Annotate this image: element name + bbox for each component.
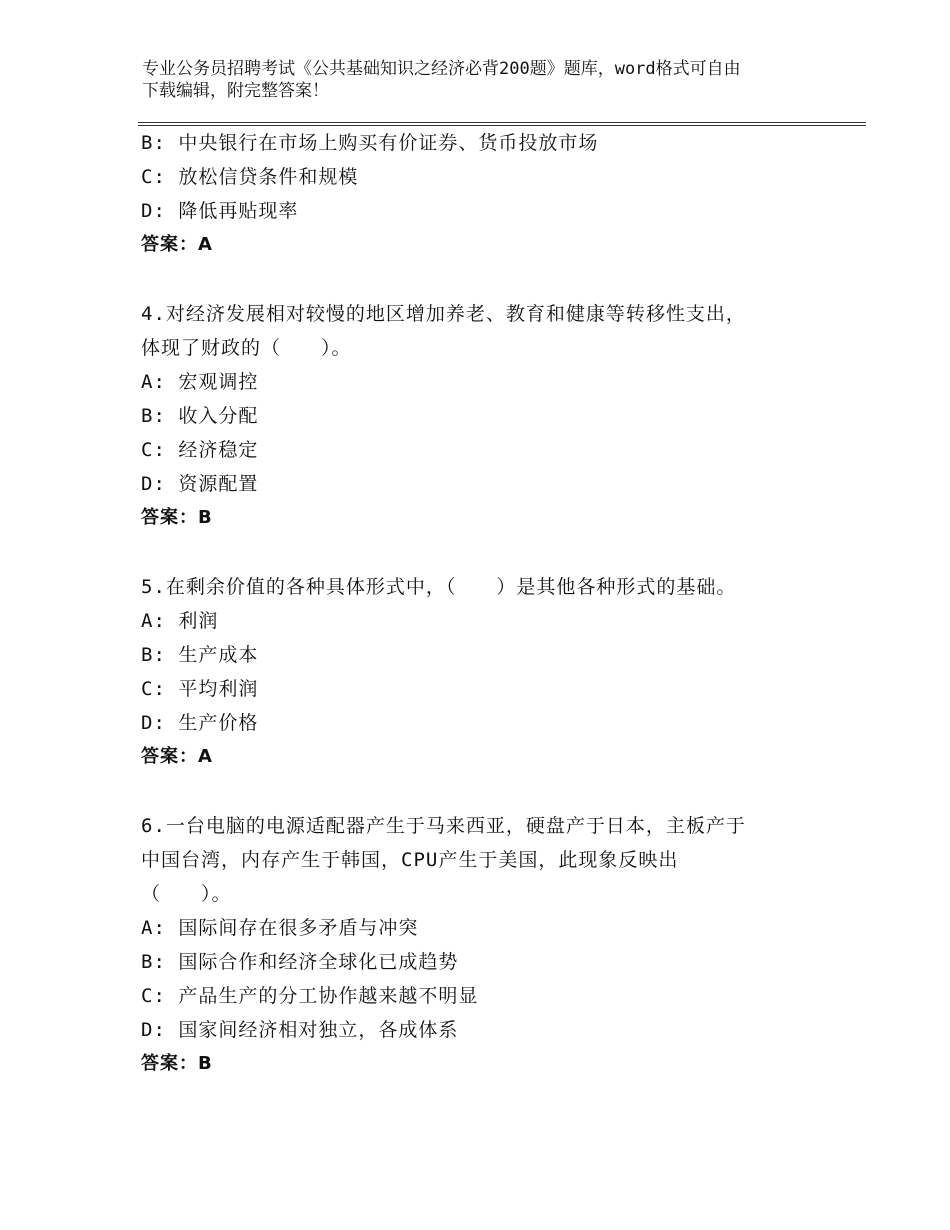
question-3-tail xyxy=(141,126,821,262)
question-stem-line-1: 5.在剩余价值的各种具体形式中，（ ）是其他各种形式的基础。 xyxy=(141,576,737,598)
question-stem-line-3: （ ）。 xyxy=(141,883,232,905)
option-d: D: 资源配置 xyxy=(141,473,259,495)
option-d: D: 国家间经济相对独立，各成体系 xyxy=(141,1019,459,1041)
option-b: B: 中央银行在市场上购买有价证券、货币投放市场 xyxy=(141,132,599,154)
document-header xyxy=(142,58,822,102)
option-b: B: 生产成本 xyxy=(141,644,259,666)
option-d: D: 降低再贴现率 xyxy=(141,200,299,222)
answer-line: 答案：B xyxy=(141,1053,213,1074)
option-a: A: 国际间存在很多矛盾与冲突 xyxy=(141,917,419,939)
question-stem-line-2: 中国台湾，内存产生于韩国，CPU产生于美国，此现象反映出 xyxy=(141,849,679,871)
option-d: D: 生产价格 xyxy=(141,712,259,734)
question-stem-line-2: 体现了财政的（ ）。 xyxy=(141,337,352,359)
option-a: A: 宏观调控 xyxy=(141,371,259,393)
question-stem-line-1: 4.对经济发展相对较慢的地区增加养老、教育和健康等转移性支出， xyxy=(141,303,746,325)
option-b: B: 收入分配 xyxy=(141,405,259,427)
question-5 xyxy=(141,570,821,774)
option-c: C: 放松信贷条件和规模 xyxy=(141,166,359,188)
option-c: C: 产品生产的分工协作越来越不明显 xyxy=(141,985,479,1007)
option-a: A: 利润 xyxy=(141,610,219,632)
answer-line: 答案：A xyxy=(141,746,213,767)
header-line-1: 专业公务员招聘考试《公共基础知识之经济必背200题》题库，word格式可自由 xyxy=(142,59,741,79)
answer-line: 答案：A xyxy=(141,234,213,255)
option-c: C: 平均利润 xyxy=(141,678,259,700)
header-line-2: 下载编辑，附完整答案！ xyxy=(142,81,329,101)
answer-line: 答案：B xyxy=(141,507,213,528)
question-4 xyxy=(141,297,821,535)
option-c: C: 经济稳定 xyxy=(141,439,259,461)
question-6 xyxy=(141,809,821,1081)
option-b: B: 国际合作和经济全球化已成趋势 xyxy=(141,951,459,973)
question-stem-line-1: 6.一台电脑的电源适配器产生于马来西亚，硬盘产于日本，主板产于 xyxy=(141,815,746,837)
